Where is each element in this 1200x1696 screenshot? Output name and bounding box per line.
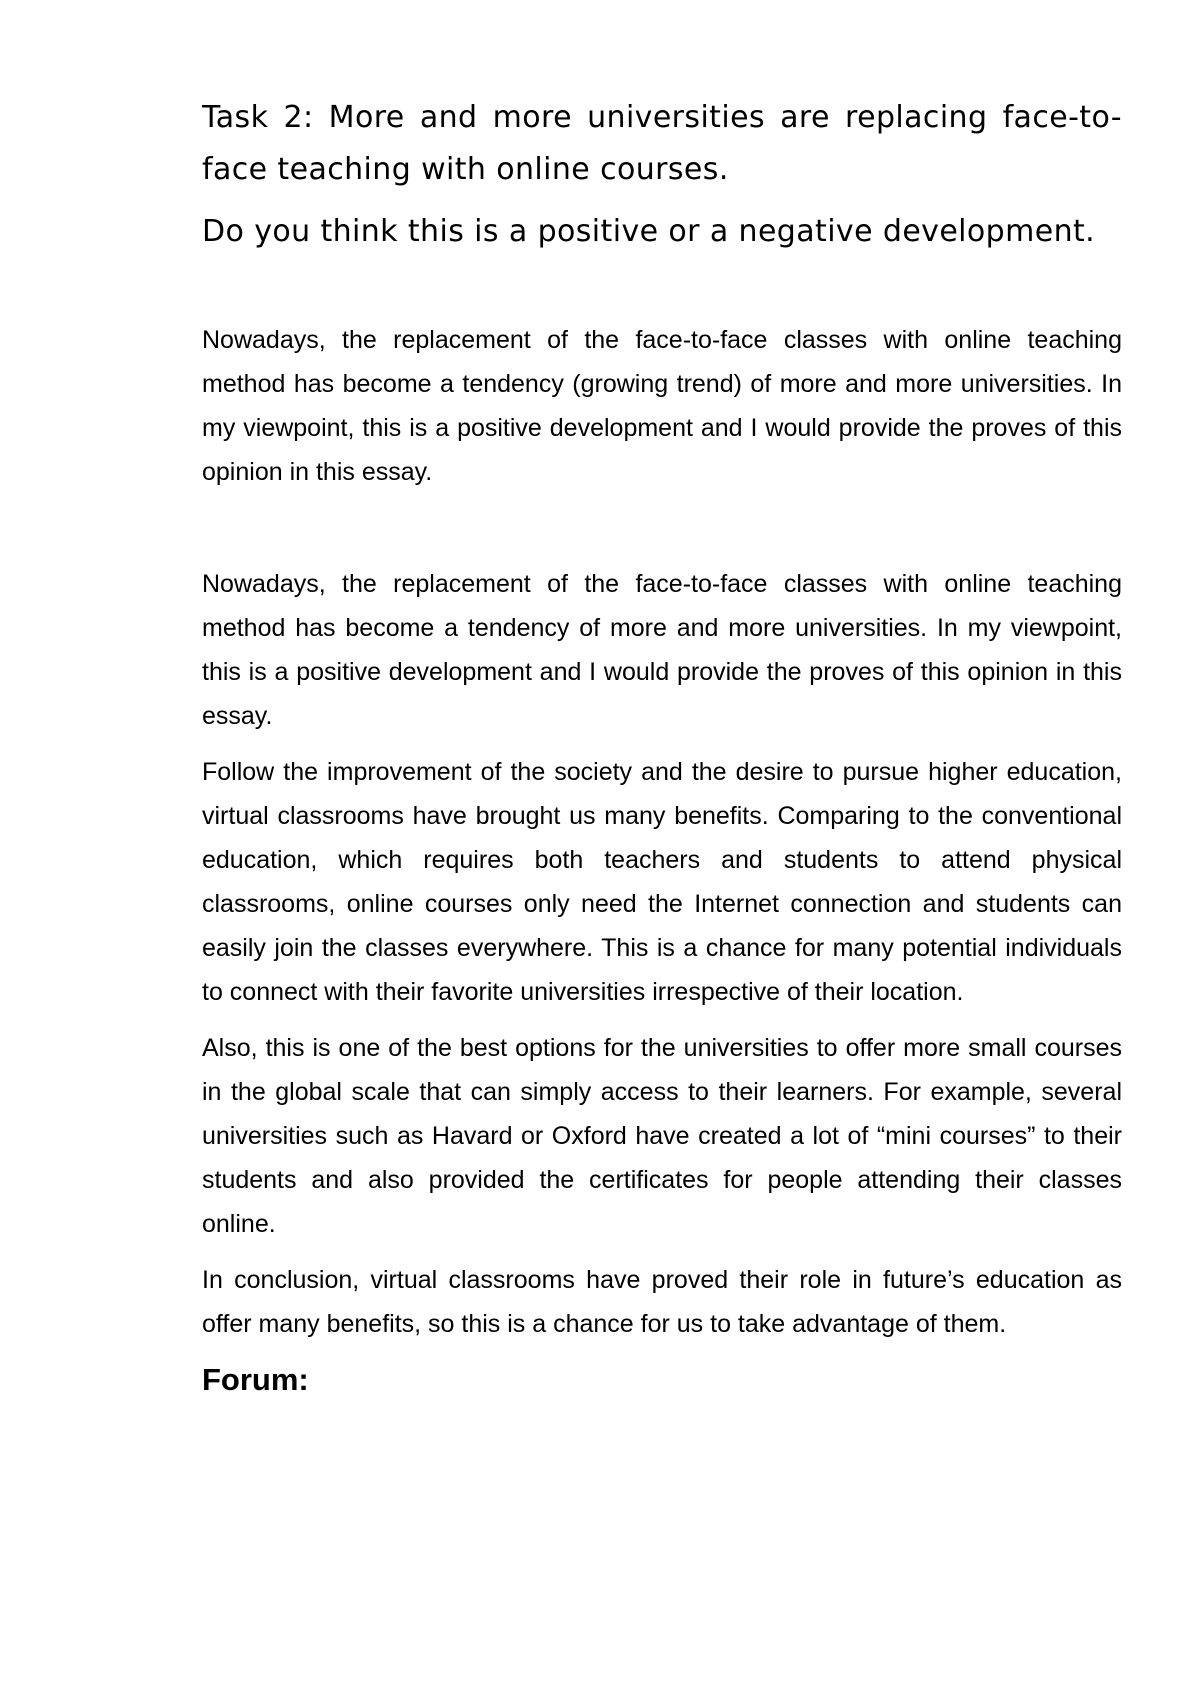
essay-body-paragraph-2: Also, this is one of the best options for the universities to offer more small courses in the global scale that can simply access to their learners. For example, several universities such as Havard or Oxford have created a lot of “mini courses” to their students and also provided the certificates for people attending their classes online.	[202, 1034, 1122, 1238]
task-question: Do you think this is a positive or a negative development.	[202, 214, 1096, 249]
essay-intro-draft: Nowadays, the replacement of the face-to-face classes with online teaching method has become a tendency (growing trend) of more and more universities. In my viewpoint, this is a positive development and I would provide the proves of this opinion in this essay.	[202, 326, 1122, 486]
forum-heading: Forum:	[202, 1362, 309, 1397]
essay-body-paragraph-1: Follow the improvement of the society and the desire to pursue higher education, virtual classrooms have brought us many benefits. Comparing to the conventional education, which requires both teachers and students to attend physical classrooms, online courses only need the Internet connection and students can easily join the classes everywhere. This is a chance for many potential individuals to connect with their favorite universities irrespective of their location.	[202, 758, 1122, 1006]
task-statement: Task 2: More and more universities are replacing face-to-face teaching with online courses.	[202, 100, 1122, 187]
document-page	[202, 92, 1122, 1402]
essay-intro: Nowadays, the replacement of the face-to-face classes with online teaching method has become a tendency of more and more universities. In my viewpoint, this is a positive development and I would provide the proves of this opinion in this essay.	[202, 570, 1122, 730]
essay-conclusion: In conclusion, virtual classrooms have proved their role in future’s education as offer many benefits, so this is a chance for us to take advantage of them.	[202, 1266, 1122, 1338]
